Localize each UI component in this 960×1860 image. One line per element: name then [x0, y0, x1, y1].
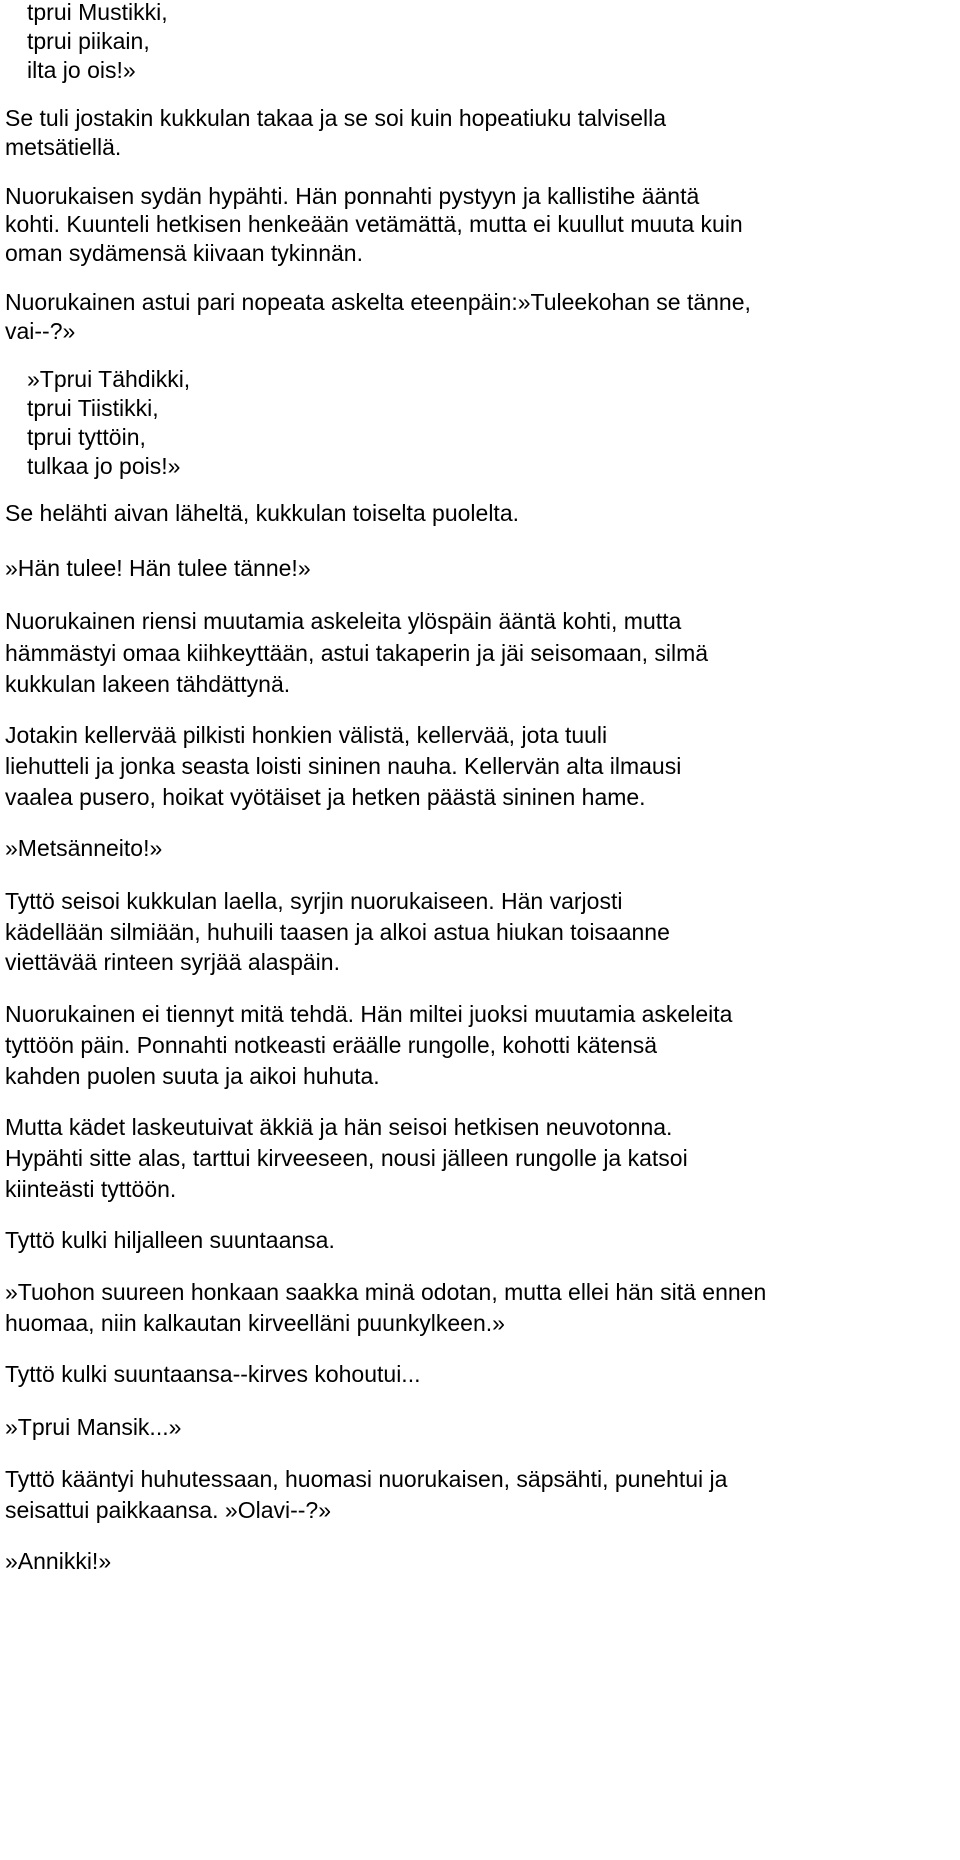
paragraph-line: Tyttö kulki suuntaansa--kirves kohoutui... [5, 1361, 421, 1387]
paragraph-line: »Hän tulee! Hän tulee tänne!» [5, 555, 311, 581]
paragraph-line: vai--?» [5, 318, 76, 344]
paragraph-line: Se helähti aivan läheltä, kukkulan toiselta puolelta. [5, 500, 520, 526]
paragraph-line: Se tuli jostakin kukkulan takaa ja se soi kuin hopeatiuku talvisella [5, 105, 666, 131]
paragraph-line: seisattui paikkaansa. »Olavi--?» [5, 1497, 331, 1523]
paragraph-line: »Tuohon suureen honkaan saakka minä odotan, mutta ellei hän sitä ennen [5, 1279, 767, 1305]
paragraph-line: kukkulan lakeen tähdättynä. [5, 671, 291, 697]
paragraph-line: huomaa, niin kalkautan kirveelläni puunkylkeen.» [5, 1310, 505, 1336]
poem-line: ilta jo ois!» [27, 57, 136, 83]
poem-line: tprui Mustikki, [27, 0, 168, 25]
paragraph-line: Nuorukainen astui pari nopeata askelta eteenpäin:»Tuleekohan se tänne, [5, 289, 751, 315]
paragraph-line: »Annikki!» [5, 1548, 112, 1574]
paragraph-line: Nuorukainen ei tiennyt mitä tehdä. Hän miltei juoksi muutamia askeleita [5, 1001, 733, 1027]
paragraph-line: »Metsänneito!» [5, 835, 163, 861]
paragraph-line: kahden puolen suuta ja aikoi huhuta. [5, 1063, 380, 1089]
poem-line: tprui piikain, [27, 28, 150, 54]
poem-line: tprui Tiistikki, [27, 395, 159, 421]
paragraph-line: liehutteli ja jonka seasta loisti sininen nauha. Kellervän alta ilmausi [5, 753, 682, 779]
paragraph-line: Tyttö seisoi kukkulan laella, syrjin nuorukaiseen. Hän varjosti [5, 888, 623, 914]
paragraph-line: Jotakin kellervää pilkisti honkien välistä, kellervää, jota tuuli [5, 722, 608, 748]
paragraph-line: hämmästyi omaa kiihkeyttään, astui takaperin ja jäi seisomaan, silmä [5, 640, 709, 666]
paragraph-line: kädellään silmiään, huhuili taasen ja alkoi astua hiukan toisaanne [5, 919, 670, 945]
poem-line: »Tprui Tähdikki, [27, 366, 191, 392]
paragraph-line: Mutta kädet laskeutuivat äkkiä ja hän seisoi hetkisen neuvotonna. [5, 1114, 673, 1140]
paragraph-line: »Tprui Mansik...» [5, 1414, 182, 1440]
paragraph-line: Tyttö kulki hiljalleen suuntaansa. [5, 1227, 335, 1253]
paragraph-line: Tyttö kääntyi huhutessaan, huomasi nuorukaisen, säpsähti, punehtui ja [5, 1466, 728, 1492]
paragraph-line: kiinteästi tyttöön. [5, 1176, 177, 1202]
paragraph-line: Nuorukaisen sydän hypähti. Hän ponnahti pystyyn ja kallistihe ääntä [5, 183, 700, 209]
paragraph-line: oman sydämensä kiivaan tykinnän. [5, 240, 363, 266]
paragraph-line: kohti. Kuunteli hetkisen henkeään vetämättä, mutta ei kuullut muuta kuin [5, 211, 743, 237]
paragraph-line: Nuorukainen riensi muutamia askeleita ylöspäin ääntä kohti, mutta [5, 608, 682, 634]
paragraph-line: tyttöön päin. Ponnahti notkeasti eräälle rungolle, kohotti kätensä [5, 1032, 658, 1058]
paragraph-line: Hypähti sitte alas, tarttui kirveeseen, nousi jälleen rungolle ja katsoi [5, 1145, 688, 1171]
poem-line: tprui tyttöin, [27, 424, 146, 450]
paragraph-line: metsätiellä. [5, 134, 122, 160]
paragraph-line: viettävää rinteen syrjää alaspäin. [5, 949, 340, 975]
poem-line: tulkaa jo pois!» [27, 453, 181, 479]
paragraph-line: vaalea pusero, hoikat vyötäiset ja hetken päästä sininen hame. [5, 784, 646, 810]
